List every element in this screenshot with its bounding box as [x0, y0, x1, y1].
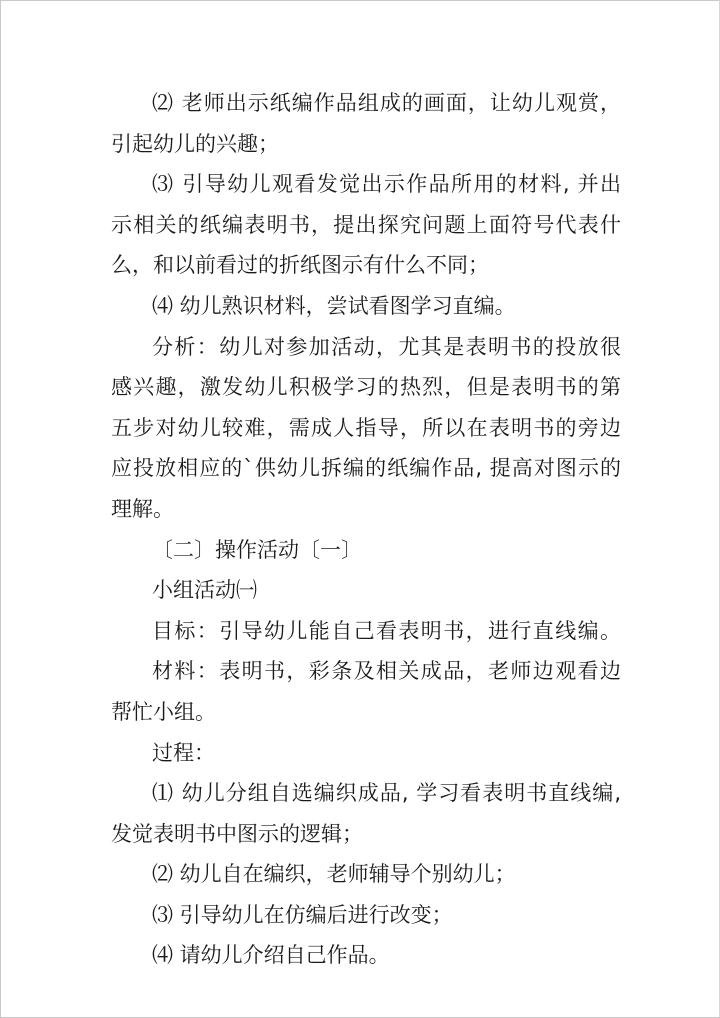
- text-line: ⑷ 幼儿熟识材料，尝试看图学习直编。: [152, 293, 516, 318]
- text-line: 帮忙小组。: [111, 699, 216, 724]
- text-line: 目标：引导幼儿能自己看表明书，进行直线编。: [152, 618, 621, 643]
- text-line: 引起幼儿的兴趣；: [111, 131, 279, 156]
- text-line: 感兴趣，激发幼儿积极学习的热烈，但是表明书的第: [111, 375, 621, 400]
- text-line: ⑵ 幼儿自在编织，老师辅导个别幼儿；: [152, 862, 516, 887]
- text-line: ⑶ 引导幼儿在仿编后进行改变；: [152, 902, 453, 927]
- text-line: ⑵ 老师出示纸编作品组成的画面，让幼儿观赏，: [152, 91, 621, 115]
- text-line: 五步对幼儿较难，需成人指导，所以在表明书的旁边: [111, 415, 621, 440]
- text-line: 应投放相应的`供幼儿拆编的纸编作品, 提高对图示的: [111, 456, 621, 481]
- text-line: ⑶ 引导幼儿观看发觉出示作品所用的材料, 并出: [152, 172, 621, 197]
- text-line: 〔二〕操作活动〔一〕: [152, 537, 362, 562]
- text-line: 示相关的纸编表明书，提出探究问题上面符号代表什: [111, 212, 621, 237]
- text-line: 分析：幼儿对参加活动，尤其是表明书的投放很: [152, 334, 621, 359]
- text-line: 么，和以前看过的折纸图示有什么不同；: [111, 253, 489, 278]
- text-line: 理解。: [111, 496, 174, 521]
- text-line: 材料：表明书，彩条及相关成品，老师边观看边: [152, 659, 621, 684]
- text-line: 发觉表明书中图示的逻辑；: [111, 821, 363, 846]
- text-line: 过程：: [152, 740, 215, 765]
- text-line: 小组活动㈠: [152, 578, 257, 603]
- text-line: ⑷ 请幼儿介绍自己作品。: [152, 943, 390, 968]
- document-body: [111, 83, 621, 976]
- text-line: ⑴ 幼儿分组自选编织成品, 学习看表明书直线编,: [152, 781, 621, 806]
